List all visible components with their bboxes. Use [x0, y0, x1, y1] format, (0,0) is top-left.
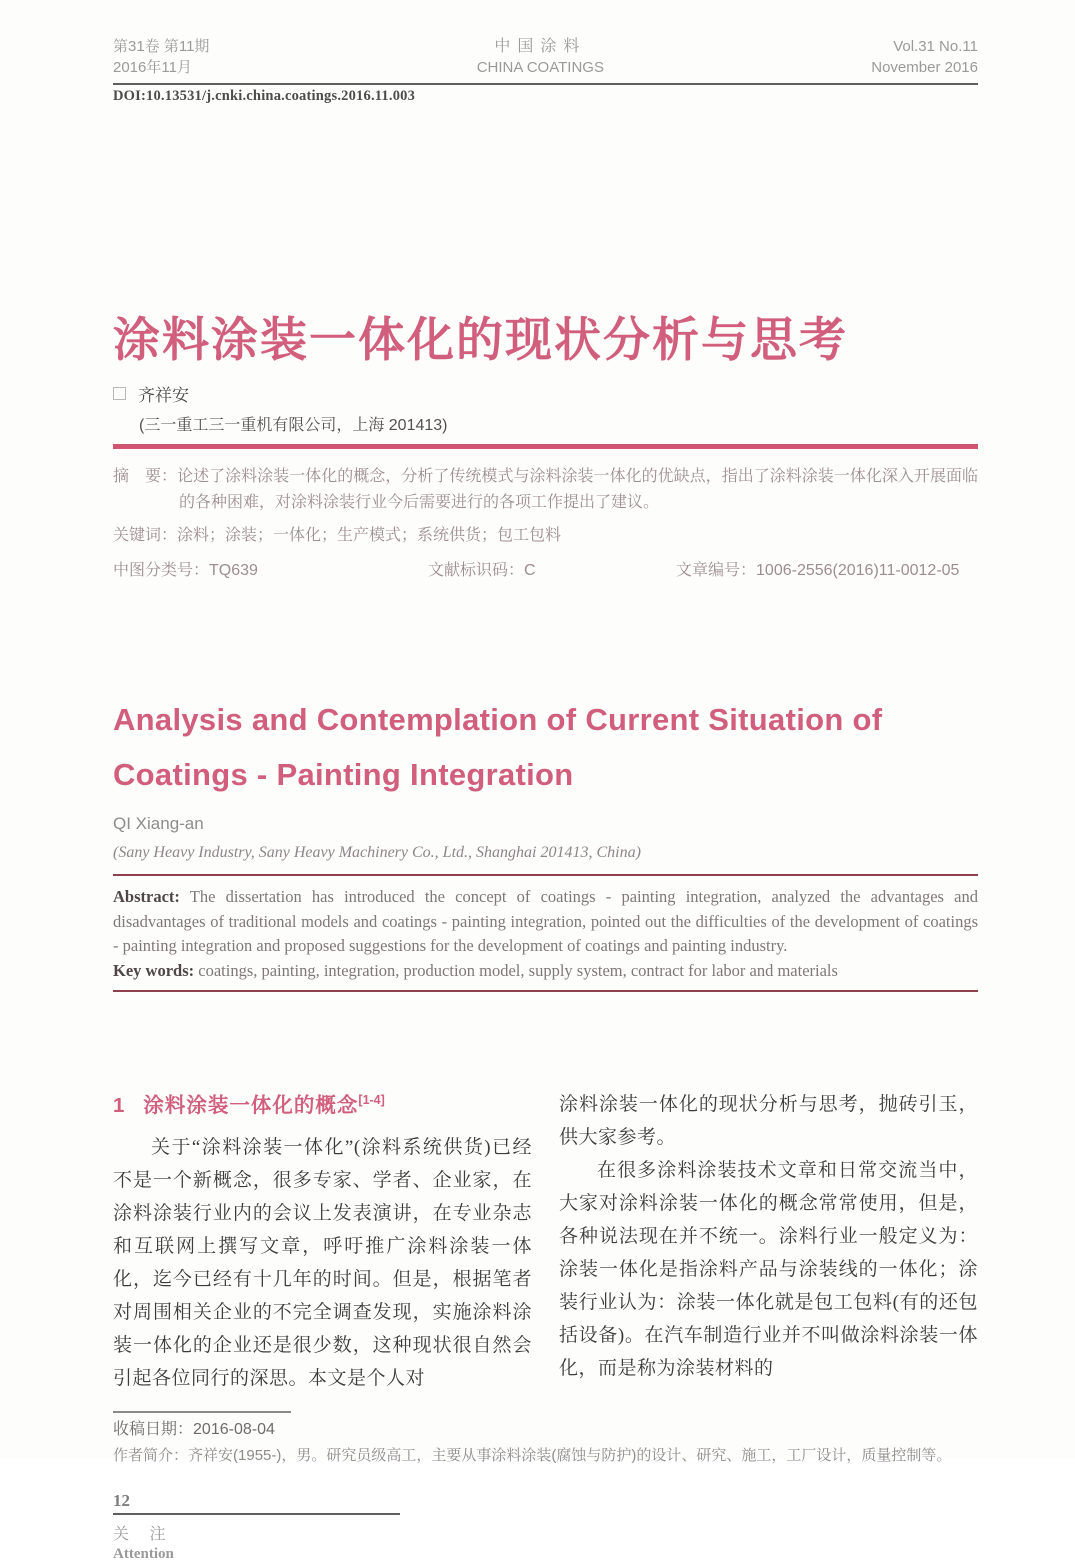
- issue-info: [113, 36, 209, 78]
- classification-row: [113, 558, 978, 584]
- keywords-cn-text: 涂料；涂装；一体化；生产模式；系统供货；包工包料: [177, 527, 562, 544]
- author-bio: 齐祥安(1955-)，男。研究员级高工，主要从事涂料涂装(腐蚀与防护)的设计、研究、施工，工厂设计，质量控制等。: [188, 1447, 952, 1464]
- section-1-number: 1: [113, 1094, 126, 1117]
- affiliation-cn: (三一重工三一重机有限公司，上海 201413): [139, 417, 448, 434]
- clc-entry: [113, 558, 428, 584]
- keywords-cn-line: [113, 523, 978, 549]
- doc-code-entry: [428, 558, 676, 584]
- keywords-en-line: [113, 959, 978, 984]
- abstract-en-paragraph: [113, 885, 978, 959]
- volume-number-en: Vol.31 No.11: [893, 38, 978, 55]
- body-paragraph-right-1: 涂料涂装一体化的现状分析与思考，抛砖引玉，供大家参考。: [559, 1094, 978, 1148]
- section-1-title: 涂料涂装一体化的概念: [143, 1094, 359, 1117]
- abstract-en-divider-bottom: [113, 990, 978, 992]
- column-name-cn: 关 注: [113, 1526, 174, 1543]
- keywords-en-label: Key words:: [113, 960, 195, 980]
- affiliation-en: (Sany Heavy Industry, Sany Heavy Machinery Co., Ltd., Shanghai 201413, China): [113, 844, 641, 861]
- author-row: [113, 381, 978, 406]
- clc-number: TQ639: [209, 562, 258, 579]
- author-marker-square-icon: [113, 387, 126, 400]
- body-column-left: [113, 1088, 532, 1395]
- volume-info: [871, 36, 978, 78]
- article-title-en-line1: Analysis and Contemplation of Current Situation of: [113, 702, 883, 737]
- article-id: 1006-2556(2016)11-0012-05: [756, 562, 960, 579]
- footnote-section: [113, 1411, 978, 1469]
- section-1-heading: [113, 1088, 532, 1118]
- article-body: [113, 1088, 978, 1395]
- abstract-cn-label: 摘 要：: [113, 468, 178, 485]
- abstract-cn-paragraph: [113, 464, 978, 516]
- journal-title-en: CHINA COATINGS: [476, 59, 604, 76]
- article-title-en: [113, 692, 978, 802]
- abstract-cn-text: 论述了涂料涂装一体化的概念，分析了传统模式与涂料涂装一体化的优缺点，指出了涂料涂装一体化深入开展面临的各种困难，对涂料涂装行业今后需要进行的各项工作提出了建议。: [177, 468, 978, 511]
- author-bio-line: [113, 1443, 978, 1469]
- section-1-reference: [1-4]: [358, 1093, 385, 1108]
- author-name-en: QI Xiang-an: [113, 814, 204, 833]
- abstract-en-text: The dissertation has introduced the concept of coatings - painting integration, analyzed the advantages and disadvantages of traditional models and coatings - painting integration, pointed out the difficulties of the development of coatings - painting integration and proposed suggestions for the development of coatings and painting industry.: [113, 887, 978, 955]
- body-paragraph-right-2: 在很多涂料涂装技术文章和日常交流当中，大家对涂料涂装一体化的概念常常使用，但是，各种说法现在并不统一。涂料行业一般定义为：涂装一体化是指涂料产品与涂装线的一体化；涂装行业认为：涂装一体化就是包工包料(有的还包括设备)。在汽车制造行业并不叫做涂料涂装一体化，而是称为涂装材料的: [559, 1160, 978, 1379]
- title-divider-thick: [113, 444, 978, 449]
- keywords-en-text: coatings, painting, integration, production model, supply system, contract for labor and materials: [198, 960, 838, 980]
- keywords-cn-label: 关键词：: [113, 527, 178, 544]
- issue-date-cn: 2016年11月: [113, 59, 192, 76]
- author-name-cn: 齐祥安: [138, 386, 189, 405]
- body-paragraph-left: 关于“涂料涂装一体化”(涂料系统供货)已经不是一个新概念，很多专家、学者、企业家，在涂料涂装行业内的会议上发表演讲，在专业杂志和互联网上撰写文章，呼吁推广涂料涂装一体化，迄今已经有十几年的时间。但是，根据笔者对周围相关企业的不完全调查发现，实施涂料涂装一体化的企业还是很少数，这种现状很自然会引起各位同行的深思。本文是个人对: [113, 1137, 532, 1389]
- received-date-label: 收稿日期：: [113, 1421, 194, 1438]
- column-name-en: Attention: [113, 1546, 174, 1562]
- article-id-entry: [676, 558, 978, 584]
- doi-line: DOI:10.13531/j.cnki.china.coatings.2016.11.003: [113, 88, 416, 104]
- page-number: 12: [113, 1491, 130, 1510]
- footnote-divider: [113, 1411, 291, 1413]
- body-column-right: [559, 1088, 978, 1395]
- article-title-en-line2: Coatings - Painting Integration: [113, 757, 574, 792]
- received-date: 2016-08-04: [193, 1421, 275, 1438]
- abstract-en-label: Abstract:: [113, 887, 180, 906]
- journal-title-block: [477, 36, 604, 78]
- author-bio-label: 作者简介：: [113, 1447, 189, 1464]
- page-number-divider: [113, 1513, 400, 1515]
- abstract-en-section: [113, 885, 978, 983]
- page-footer: [113, 1491, 978, 1563]
- article-id-label: 文章编号：: [676, 562, 757, 579]
- abstract-en-divider-top: [113, 874, 978, 876]
- issue-date-en: November 2016: [871, 59, 978, 76]
- abstract-cn-section: [113, 464, 978, 584]
- header-divider: [113, 83, 978, 85]
- article-title-cn: 涂料涂装一体化的现状分析与思考: [113, 313, 848, 366]
- journal-header: [113, 36, 978, 78]
- received-date-line: [113, 1417, 978, 1443]
- journal-title-cn: 中国涂料: [494, 38, 587, 55]
- issue-volume-cn: 第31卷 第11期: [113, 38, 210, 55]
- clc-label: 中图分类号：: [113, 562, 210, 579]
- doc-code: C: [524, 562, 536, 579]
- doc-code-label: 文献标识码：: [428, 562, 525, 579]
